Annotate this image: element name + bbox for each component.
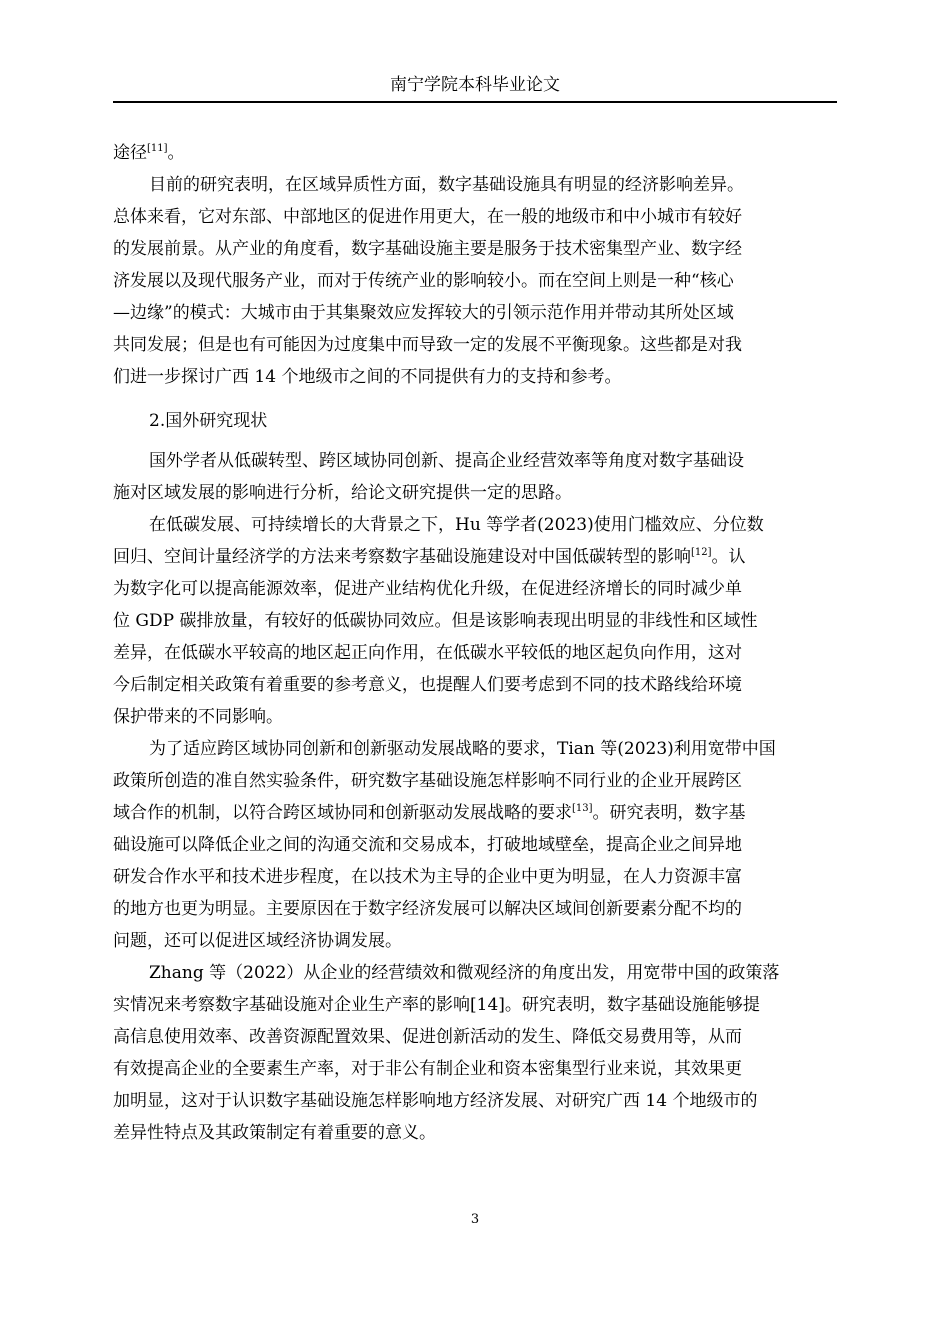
text-line: 为了适应跨区域协同创新和创新驱动发展战略的要求，Tian 等(2023)利用宽带中国: [149, 739, 776, 759]
paragraph-regional-heterogeneity: [113, 169, 837, 393]
citation-ref: [13]: [572, 803, 593, 814]
paragraph-low-carbon: [113, 509, 837, 733]
text-line: 政策所创造的准自然实验条件，研究数字基础设施怎样影响不同行业的企业开展跨区: [113, 771, 742, 791]
text-line: 施对区域发展的影响进行分析，给论文研究提供一定的思路。: [113, 483, 572, 503]
citation-ref: [12]: [691, 547, 712, 558]
paragraph-continued: [113, 137, 837, 169]
text-line: 途径[11]。: [113, 143, 185, 163]
text-line: 在低碳发展、可持续增长的大背景之下，Hu 等学者(2023)使用门槛效应、分位数: [149, 515, 764, 535]
text-line: 国外学者从低碳转型、跨区域协同创新、提高企业经营效率等角度对数字基础设: [149, 451, 744, 471]
text-line: 的地方也更为明显。主要原因在于数字经济发展可以解决区域间创新要素分配不均的: [113, 899, 742, 919]
text-line: 为数字化可以提高能源效率，促进产业结构优化升级，在促进经济增长的同时减少单: [113, 579, 742, 599]
running-header: 南宁学院本科毕业论文: [390, 75, 560, 95]
text-line: 今后制定相关政策有着重要的参考意义，也提醒人们要考虑到不同的技术路线给环境: [113, 675, 742, 695]
text-line: 们进一步探讨广西 14 个地级市之间的不同提供有力的支持和参考。: [113, 367, 622, 387]
text-line: 回归、空间计量经济学的方法来考察数字基础设施建设对中国低碳转型的影响[12]。认: [113, 547, 746, 567]
text-line: 差异性特点及其政策制定有着重要的意义。: [113, 1123, 436, 1143]
text-line: 域合作的机制，以符合跨区域协同和创新驱动发展战略的要求[13]。研究表明，数字基: [113, 803, 746, 823]
text-line: —边缘”的模式：大城市由于其集聚效应发挥较大的引领示范作用并带动其所处区域: [113, 303, 734, 323]
text-line: 差异，在低碳水平较高的地区起正向作用，在低碳水平较低的地区起负向作用，这对: [113, 643, 742, 663]
text-line: 济发展以及现代服务产业，而对于传统产业的影响较小。而在空间上则是一种“核心: [113, 271, 734, 291]
text-line: 问题，还可以促进区域经济协调发展。: [113, 931, 402, 951]
text-line: 的发展前景。从产业的角度看，数字基础设施主要是服务于技术密集型产业、数字经: [113, 239, 742, 259]
text-line: 础设施可以降低企业之间的沟通交流和交易成本，打破地域壁垒，提高企业之间异地: [113, 835, 742, 855]
text-line: 研发合作水平和技术进步程度，在以技术为主导的企业中更为明显，在人力资源丰富: [113, 867, 742, 887]
text-line: 实情况来考察数字基础设施对企业生产率的影响[14]。研究表明，数字基础设施能够提: [113, 995, 760, 1015]
body-text: [113, 137, 837, 1149]
text-line: 高信息使用效率、改善资源配置效果、促进创新活动的发生、降低交易费用等，从而: [113, 1027, 742, 1047]
text-line: 位 GDP 碳排放量，有较好的低碳协同效应。但是该影响表现出明显的非线性和区域性: [113, 611, 758, 631]
citation-ref: [11]: [147, 143, 168, 154]
text-line: 加明显，这对于认识数字基础设施怎样影响地方经济发展、对研究广西 14 个地级市的: [113, 1091, 758, 1111]
paragraph-cross-region-innovation: [113, 733, 837, 957]
page-number: 3: [470, 1212, 480, 1227]
text-line: 有效提高企业的全要素生产率，对于非公有制企业和资本密集型行业来说，其效果更: [113, 1059, 742, 1079]
text-line: 共同发展；但是也有可能因为过度集中而导致一定的发展不平衡现象。这些都是对我: [113, 335, 742, 355]
paragraph-firm-productivity: [113, 957, 837, 1149]
text-line: 总体来看，它对东部、中部地区的促进作用更大，在一般的地级市和中小城市有较好: [113, 207, 742, 227]
header-rule: [113, 101, 837, 103]
text-line: 保护带来的不同影响。: [113, 707, 283, 727]
section-heading: 2.国外研究现状: [149, 411, 268, 431]
text-line: Zhang 等（2022）从企业的经营绩效和微观经济的角度出发，用宽带中国的政策落: [149, 963, 780, 983]
text-line: 目前的研究表明，在区域异质性方面，数字基础设施具有明显的经济影响差异。: [149, 175, 744, 195]
paragraph-foreign-overview: [113, 445, 837, 509]
